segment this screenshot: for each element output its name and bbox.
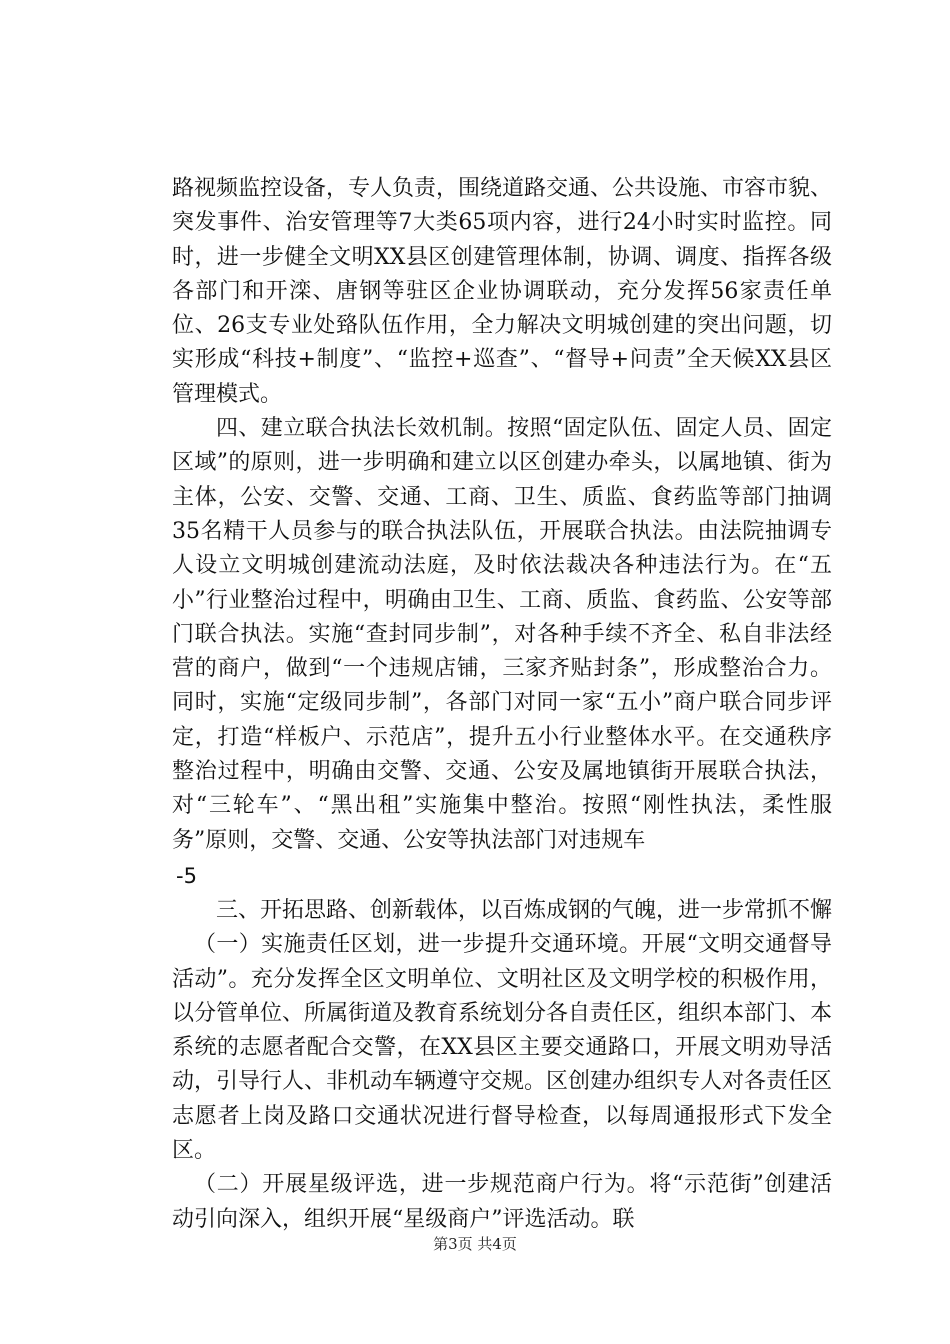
section-heading-three: 三、开拓思路、创新载体，以百炼成钢的气魄，进一步常抓不懈 <box>216 897 833 923</box>
page-footer: 第3页 共4页 <box>433 1235 517 1253</box>
body-text <box>172 172 832 1237</box>
page-marker: -5 <box>176 863 197 888</box>
paragraph-joint-enforcement: 四、建立联合执法长效机制。按照“固定队伍、固定人员、固定区域”的原则，进一步明确和建立以区创建办牵头，以属地镇、街为主体，公安、交警、交通、工商、卫生、质监、食药监等部门抽调35名精干人员参与的联合执法队伍，开展联合执法。由法院抽调专人设立文明城创建流动法庭，及时依法裁决各种违法行为。在“五小”行业整治过程中，明确由卫生、工商、质监、食药监、公安等部门联合执法。实施“查封同步制”，对各种手续不齐全、私自非法经营的商户，做到“一个违规店铺，三家齐贴封条”，形成整治合力。同时，实施“定级同步制”，各部门对同一家“五小”商户联合同步评定，打造“样板户、示范店”，提升五小行业整体水平。在交通秩序整治过程中，明确由交警、交通、公安及属地镇街开展联合执法，对“三轮车”、“黑出租”实施集中整治。按照“刚性执法，柔性服务”原则，交警、交通、公安等执法部门对违规车 <box>172 416 832 853</box>
paragraph-responsibility-zones: （一）实施责任区划，进一步提升交通环境。开展“文明交通督导活动”。充分发挥全区文明单位、文明社区及文明学校的积极作用，以分管单位、所属街道及教育系统划分各自责任区，组织本部门、本系统的志愿者配合交警，在XX县区主要交通路口，开展文明劝导活动，引导行人、非机动车辆遵守交规。区创建办组织专人对各责任区志愿者上岗及路口交通状况进行督导检查，以每周通报形式下发全区。 <box>172 932 833 1164</box>
paragraph-star-rating: （二）开展星级评选，进一步规范商户行为。将“示范街”创建活动引向深入，组织开展“星级商户”评选活动。联 <box>172 1172 832 1232</box>
paragraph-monitoring: 路视频监控设备，专人负责，围绕道路交通、公共设施、市容市貌、突发事件、治安管理等7大类65项内容，进行24小时实时监控。同时，进一步健全文明XX县区创建管理体制，协调、调度、指挥各级各部门和开滦、唐钢等驻区企业协调联动，充分发挥56家责任单位、26支专业处臵队伍作用，全力解决文明城创建的突出问题，切实形成“科技+制度”、“监控+巡查”、“督导+问责”全天候XX县区管理模式。 <box>172 176 833 407</box>
